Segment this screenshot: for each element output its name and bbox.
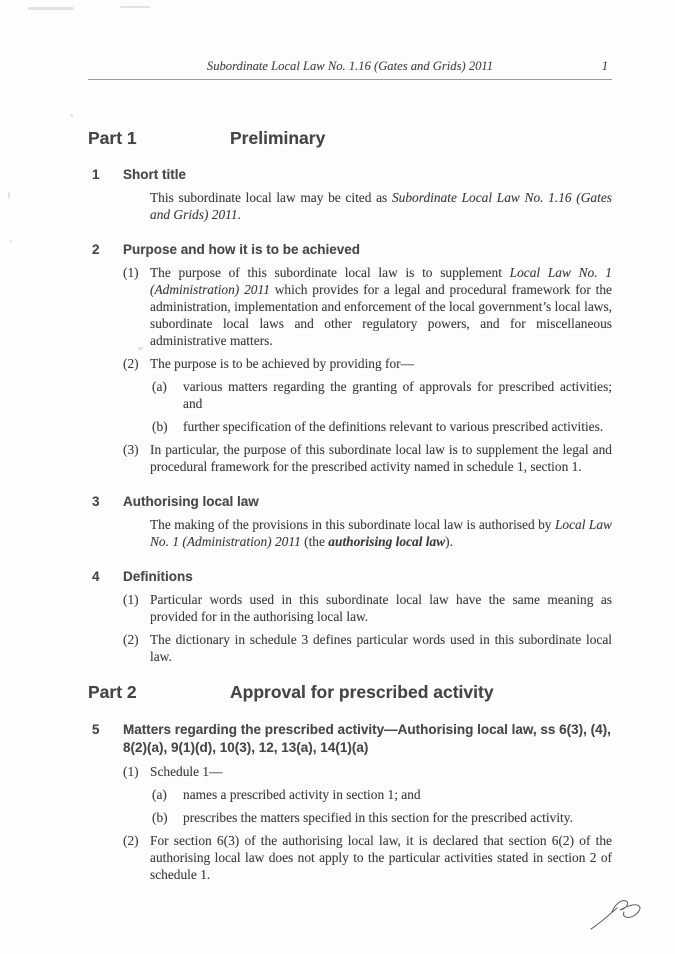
section-5-heading (88, 721, 612, 757)
subclause-text (183, 786, 612, 803)
text-run: In particular, the purpose of this subordinate local law is to supplement the legal and procedural framework for the prescribed activity named in schedule 1, section 1. (150, 442, 612, 474)
part-2-label: Part 2 (88, 682, 137, 702)
clause-marker: (2) (123, 833, 139, 848)
text-run: For section 6(3) of the authorising local law, it is declared that section 6(2) of the authorising local law does not apply to the particular activities stated in section 2 of schedule 1. (150, 833, 612, 882)
subclause-item (88, 786, 612, 803)
section-3 (88, 493, 612, 550)
section-4-heading (88, 568, 612, 585)
clause-item (88, 832, 612, 883)
running-header (88, 58, 612, 80)
clause-text (150, 355, 612, 372)
section-title: Matters regarding the prescribed activity—Authorising local law, ss 6(3), (4), 8(2)(a), 9(1)(d), 10(3), 12, 13(a), 14(1)(a) (123, 722, 611, 755)
text-run: prescribes the matters specified in this section for the prescribed activity. (183, 810, 573, 825)
running-header-title: Subordinate Local Law No. 1.16 (Gates and Grids) 2011 (206, 59, 494, 73)
text-run: ). (445, 534, 453, 549)
clause-item (88, 631, 612, 665)
section-title: Purpose and how it is to be achieved (123, 242, 361, 257)
section-3-heading (88, 493, 612, 510)
clause-marker: (2) (123, 632, 139, 647)
text-run: various matters regarding the granting of approvals for prescribed activities; and (183, 379, 612, 411)
scan-artifact (138, 347, 143, 350)
text-run: which provides for a legal and procedural framework for the administration, implementation and enforcement of the local government’s local laws, subordinate local laws and other regulatory powers, and for miscellaneous administrative matters. (150, 282, 613, 348)
scan-artifact (28, 7, 74, 10)
clause-item (88, 591, 612, 625)
clause-item (88, 441, 612, 475)
scan-artifact (8, 192, 10, 199)
clause-marker: (1) (123, 592, 139, 607)
part-2-title: Approval for prescribed activity (230, 682, 494, 702)
scan-artifact (70, 114, 73, 117)
subclause-item (88, 809, 612, 826)
section-1-heading (88, 166, 612, 183)
subclause-marker: (a) (152, 787, 167, 802)
text-run: names a prescribed activity in section 1; and (183, 787, 421, 802)
text-run: This subordinate local law may be cited as (150, 190, 392, 205)
part-2-heading (88, 681, 612, 703)
text-run: Local Law No. 1 (Administration) 2011 (150, 517, 612, 549)
section-number: 1 (92, 167, 100, 182)
part-1-label: Part 1 (88, 128, 137, 148)
clause-text (150, 832, 612, 883)
subclause-text (183, 418, 612, 435)
subclause-marker: (b) (152, 419, 168, 434)
page-number: 1 (601, 59, 608, 73)
text-run: The dictionary in schedule 3 defines particular words used in this subordinate local law. (150, 632, 612, 664)
section-2 (88, 241, 612, 475)
part-1-title: Preliminary (230, 128, 326, 148)
clause-text (150, 441, 612, 475)
section-title: Authorising local law (123, 494, 259, 509)
section-1 (88, 166, 612, 223)
scan-artifact (120, 6, 150, 8)
part-1-heading (88, 128, 612, 148)
clause-marker: (2) (123, 356, 139, 371)
section-title: Short title (123, 167, 186, 182)
clause-item (88, 355, 612, 372)
paragraph (150, 189, 612, 223)
section-2-heading (88, 241, 612, 258)
section-number: 3 (92, 494, 100, 509)
text-run: Particular words used in this subordinate local law have the same meaning as provided for in the authorising local law. (150, 592, 612, 624)
text-run: Local Law No. 1 (Administration) 2011 (150, 265, 612, 297)
scan-artifact (10, 240, 12, 243)
text-run: Schedule 1— (150, 764, 223, 779)
subclause-item (88, 378, 612, 412)
text-run: further specification of the definitions relevant to various prescribed activities. (183, 419, 604, 434)
clause-text (150, 631, 612, 665)
section-number: 5 (92, 722, 100, 737)
subclause-item (88, 418, 612, 435)
section-number: 4 (92, 569, 100, 584)
text-run: (the (300, 534, 329, 549)
text-run: authorising local law (328, 534, 446, 549)
clause-text (150, 264, 612, 349)
section-4 (88, 568, 612, 665)
text-run: Subordinate Local Law No. 1.16 (Gates and Grids) 2011 (150, 190, 612, 222)
clause-marker: (1) (123, 764, 139, 779)
clause-text (150, 591, 612, 625)
subclause-marker: (a) (152, 379, 167, 394)
paragraph (150, 516, 612, 550)
section-title: Definitions (123, 569, 193, 584)
clause-marker: (3) (123, 442, 139, 457)
text-run: The purpose is to be achieved by providing for— (150, 356, 415, 371)
subclause-text (183, 378, 612, 412)
clause-item (88, 763, 612, 780)
subclause-marker: (b) (152, 810, 168, 825)
clause-item (88, 264, 612, 349)
section-5 (88, 721, 612, 883)
section-number: 2 (92, 242, 100, 257)
subclause-text (183, 809, 612, 826)
clause-text (150, 763, 612, 780)
handwritten-initials (588, 896, 648, 934)
text-run: The making of the provisions in this subordinate local law is authorised by (150, 517, 555, 532)
clause-marker: (1) (123, 265, 139, 280)
text-run: The purpose of this subordinate local law is to supplement (150, 265, 510, 280)
text-run: . (237, 207, 241, 222)
